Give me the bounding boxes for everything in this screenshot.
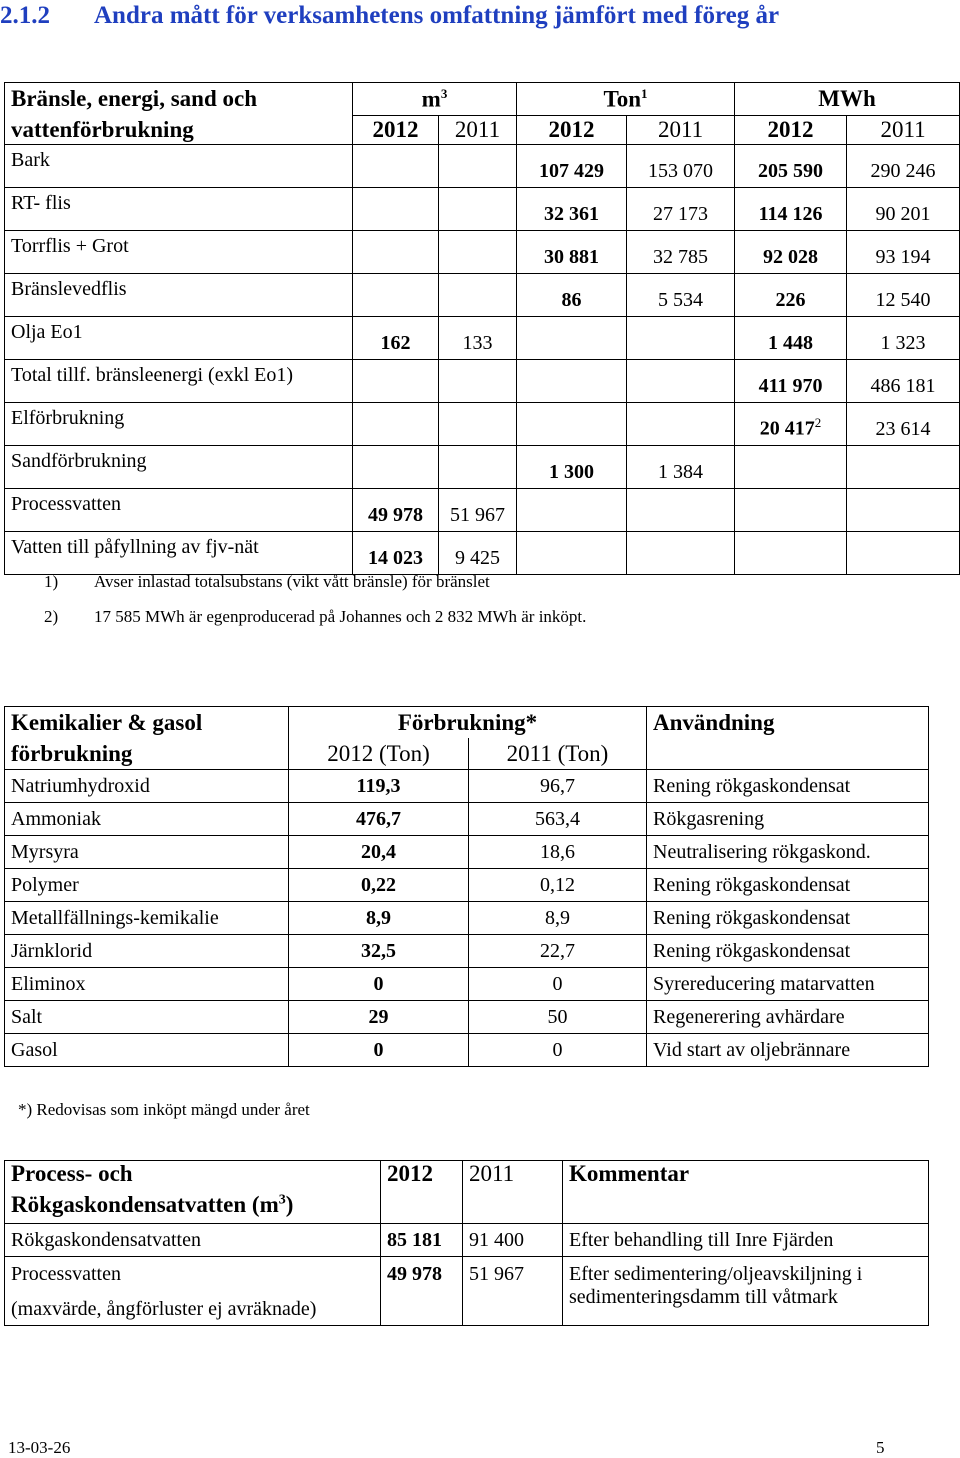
cell: 153 070 bbox=[627, 145, 735, 188]
value-2011: 51 967 bbox=[463, 1257, 563, 1326]
usage: Regenerering avhärdare bbox=[647, 1001, 929, 1034]
cell bbox=[439, 231, 517, 274]
chemical-name: Natriumhydroxid bbox=[5, 770, 289, 803]
cell: 23 614 bbox=[847, 403, 960, 446]
header-spacer bbox=[463, 1192, 563, 1224]
table3-header-line2: Rökgaskondensatvatten $(m^3)$ bbox=[5, 1192, 381, 1224]
cell bbox=[517, 532, 627, 575]
usage: Rening rökgaskondensat bbox=[647, 869, 929, 902]
footnote-ref: 2 bbox=[814, 415, 822, 431]
usage-header: Användning bbox=[647, 707, 929, 739]
cell bbox=[353, 446, 439, 489]
table-row bbox=[5, 489, 960, 532]
cell: 49 978 bbox=[353, 489, 439, 532]
value-2012: 32,5 bbox=[289, 935, 469, 968]
cell bbox=[353, 231, 439, 274]
fuel-energy-table bbox=[4, 82, 960, 575]
chemical-name: Myrsyra bbox=[5, 836, 289, 869]
cell: 92 028 bbox=[735, 231, 847, 274]
cell bbox=[439, 360, 517, 403]
row-label: RT- flis bbox=[5, 188, 353, 231]
table-row bbox=[5, 231, 960, 274]
usage: Rening rökgaskondensat bbox=[647, 902, 929, 935]
cell: 107 429 bbox=[517, 145, 627, 188]
cell bbox=[439, 145, 517, 188]
table-row bbox=[5, 902, 929, 935]
cell: 1 300 bbox=[517, 446, 627, 489]
cell bbox=[439, 403, 517, 446]
year-2011: 2011 bbox=[439, 116, 517, 145]
value-2011: 50 bbox=[469, 1001, 647, 1034]
table2-header-line2: förbrukning bbox=[5, 738, 289, 770]
cell: 30 881 bbox=[517, 231, 627, 274]
cell: 486 181 bbox=[847, 360, 960, 403]
table-row bbox=[5, 188, 960, 231]
table3-header-line1: Process- och bbox=[5, 1161, 381, 1193]
col-2011-ton: 2011 (Ton) bbox=[469, 738, 647, 770]
value-2012: 0,22 bbox=[289, 869, 469, 902]
row-label: Total tillf. bränsleenergi (exkl Eo1) bbox=[5, 360, 353, 403]
cell: 90 201 bbox=[847, 188, 960, 231]
cell bbox=[627, 489, 735, 532]
cell: 1 448 bbox=[735, 317, 847, 360]
value-2011: 8,9 bbox=[469, 902, 647, 935]
row-label: Elförbrukning bbox=[5, 403, 353, 446]
unit-m3: $m^3$ bbox=[353, 83, 517, 116]
table2-header-line1: Kemikalier & gasol bbox=[5, 707, 289, 739]
cell: 205 590 bbox=[735, 145, 847, 188]
cell bbox=[847, 446, 960, 489]
row-label: Bark bbox=[5, 145, 353, 188]
value-2012: 8,9 bbox=[289, 902, 469, 935]
value-2012: 29 bbox=[289, 1001, 469, 1034]
year-2011: 2011 bbox=[627, 116, 735, 145]
table-row bbox=[5, 968, 929, 1001]
value-2011: 0 bbox=[469, 968, 647, 1001]
chemical-name: Eliminox bbox=[5, 968, 289, 1001]
year-2012: 2012 bbox=[517, 116, 627, 145]
usage: Rening rökgaskondensat bbox=[647, 770, 929, 803]
cell: 14 023 bbox=[353, 532, 439, 575]
cell bbox=[735, 489, 847, 532]
section-number: 2.1.2 bbox=[0, 2, 50, 29]
table-row bbox=[5, 836, 929, 869]
chemical-name: Salt bbox=[5, 1001, 289, 1034]
unit-ton: Ton$^1$ bbox=[517, 83, 735, 116]
cell: 162 bbox=[353, 317, 439, 360]
footnote: *) Redovisas som inköpt mängd under året bbox=[18, 1100, 310, 1119]
cell: 32 361 bbox=[517, 188, 627, 231]
cell bbox=[439, 446, 517, 489]
value-2011: 22,7 bbox=[469, 935, 647, 968]
cell bbox=[353, 274, 439, 317]
usage: Vid start av oljebrännare bbox=[647, 1034, 929, 1067]
usage: Rening rökgaskondensat bbox=[647, 935, 929, 968]
header-spacer bbox=[563, 1192, 929, 1224]
row-label: Olja Eo1 bbox=[5, 317, 353, 360]
year-2012: 2012 bbox=[353, 116, 439, 145]
value-2012: 85 181 bbox=[381, 1224, 463, 1257]
chemicals-table bbox=[4, 706, 929, 1067]
table-row bbox=[5, 869, 929, 902]
row-label: Vatten till påfyllning av fjv-nät bbox=[5, 532, 353, 575]
col-2012: 2012 bbox=[381, 1161, 463, 1193]
cell: 9 425 bbox=[439, 532, 517, 575]
unit-mwh: MWh bbox=[735, 83, 960, 116]
chemical-name: Metallfällnings-kemikalie bbox=[5, 902, 289, 935]
value-2011: 0,12 bbox=[469, 869, 647, 902]
cell bbox=[517, 403, 627, 446]
table1-header-line1: Bränsle, energi, sand och bbox=[5, 83, 353, 116]
header-spacer bbox=[381, 1192, 463, 1224]
section-heading bbox=[0, 2, 779, 30]
footer-date: 13-03-26 bbox=[8, 1438, 71, 1457]
usage-header-spacer bbox=[647, 738, 929, 770]
cell bbox=[517, 317, 627, 360]
table-row bbox=[5, 1224, 929, 1257]
cell: 411 970 bbox=[735, 360, 847, 403]
usage: Rökgasrening bbox=[647, 803, 929, 836]
cell bbox=[353, 403, 439, 446]
table-row bbox=[5, 803, 929, 836]
water-type: Rökgaskondensatvatten bbox=[5, 1224, 381, 1257]
value-2012: 119,3 bbox=[289, 770, 469, 803]
row-label: Sandförbrukning bbox=[5, 446, 353, 489]
cell bbox=[847, 532, 960, 575]
row-label: Processvatten bbox=[5, 489, 353, 532]
cell: 1 384 bbox=[627, 446, 735, 489]
cell bbox=[627, 317, 735, 360]
value-2011: 96,7 bbox=[469, 770, 647, 803]
cell: 5 534 bbox=[627, 274, 735, 317]
chemical-name: Polymer bbox=[5, 869, 289, 902]
cell: 12 540 bbox=[847, 274, 960, 317]
row-label: Bränslevedflis bbox=[5, 274, 353, 317]
consumption-header: Förbrukning* bbox=[289, 707, 647, 739]
cell bbox=[353, 360, 439, 403]
value-2011: 0 bbox=[469, 1034, 647, 1067]
value-2012: 476,7 bbox=[289, 803, 469, 836]
cell bbox=[627, 532, 735, 575]
cell bbox=[847, 489, 960, 532]
cell bbox=[735, 446, 847, 489]
cell: 51 967 bbox=[439, 489, 517, 532]
cell bbox=[439, 274, 517, 317]
chemical-name: Järnklorid bbox=[5, 935, 289, 968]
table-row bbox=[5, 532, 960, 575]
col-2011: 2011 bbox=[463, 1161, 563, 1193]
cell bbox=[517, 489, 627, 532]
cell: 226 bbox=[735, 274, 847, 317]
comment: Efter sedimentering/oljeavskiljning i sedimenteringsdamm till våtmark bbox=[563, 1257, 929, 1326]
table-row bbox=[5, 317, 960, 360]
water-type: Processvatten (maxvärde, ångförluster ej avräknade) bbox=[5, 1257, 381, 1326]
section-title: Andra mått för verksamhetens omfattning jämfört med föreg år bbox=[94, 2, 780, 29]
value-2011: 563,4 bbox=[469, 803, 647, 836]
table-row bbox=[5, 1001, 929, 1034]
table-row bbox=[5, 1257, 929, 1326]
value-2012: 0 bbox=[289, 968, 469, 1001]
usage: Syrereducering matarvatten bbox=[647, 968, 929, 1001]
table-row bbox=[5, 274, 960, 317]
table1-header-line2: vattenförbrukning bbox=[5, 116, 353, 145]
cell bbox=[353, 145, 439, 188]
cell: 1 323 bbox=[847, 317, 960, 360]
cell bbox=[627, 360, 735, 403]
cell: 27 173 bbox=[627, 188, 735, 231]
footnote: 1) Avser inlastad totalsubstans (vikt vått bränsle) för bränslet bbox=[44, 572, 490, 591]
comment: Efter behandling till Inre Fjärden bbox=[563, 1224, 929, 1257]
chemical-name: Ammoniak bbox=[5, 803, 289, 836]
cell: 290 246 bbox=[847, 145, 960, 188]
cell: 86 bbox=[517, 274, 627, 317]
footnote: 2) 17 585 MWh är egenproducerad på Johannes och 2 832 MWh är inköpt. bbox=[44, 607, 587, 626]
value-2012: 49 978 bbox=[381, 1257, 463, 1326]
table-row bbox=[5, 145, 960, 188]
table-row bbox=[5, 935, 929, 968]
table-row bbox=[5, 1034, 929, 1067]
value-2012: 20,4 bbox=[289, 836, 469, 869]
cell bbox=[439, 188, 517, 231]
cell: 32 785 bbox=[627, 231, 735, 274]
value-2011: 91 400 bbox=[463, 1224, 563, 1257]
cell: 20 $417^2$ bbox=[735, 403, 847, 446]
value-2011: 18,6 bbox=[469, 836, 647, 869]
cell bbox=[517, 360, 627, 403]
process-water-table bbox=[4, 1160, 929, 1326]
table-row bbox=[5, 770, 929, 803]
cell: 114 126 bbox=[735, 188, 847, 231]
cell: 133 bbox=[439, 317, 517, 360]
cell bbox=[627, 403, 735, 446]
year-2011: 2011 bbox=[847, 116, 960, 145]
row-label: Torrflis + Grot bbox=[5, 231, 353, 274]
col-2012-ton: 2012 (Ton) bbox=[289, 738, 469, 770]
cell: 93 194 bbox=[847, 231, 960, 274]
value-2012: 0 bbox=[289, 1034, 469, 1067]
table-row bbox=[5, 403, 960, 446]
cell bbox=[353, 188, 439, 231]
page-number: 5 bbox=[876, 1438, 885, 1457]
table-row bbox=[5, 360, 960, 403]
usage: Neutralisering rökgaskond. bbox=[647, 836, 929, 869]
year-2012: 2012 bbox=[735, 116, 847, 145]
chemical-name: Gasol bbox=[5, 1034, 289, 1067]
cell bbox=[735, 532, 847, 575]
table-row bbox=[5, 446, 960, 489]
col-comment: Kommentar bbox=[563, 1161, 929, 1193]
